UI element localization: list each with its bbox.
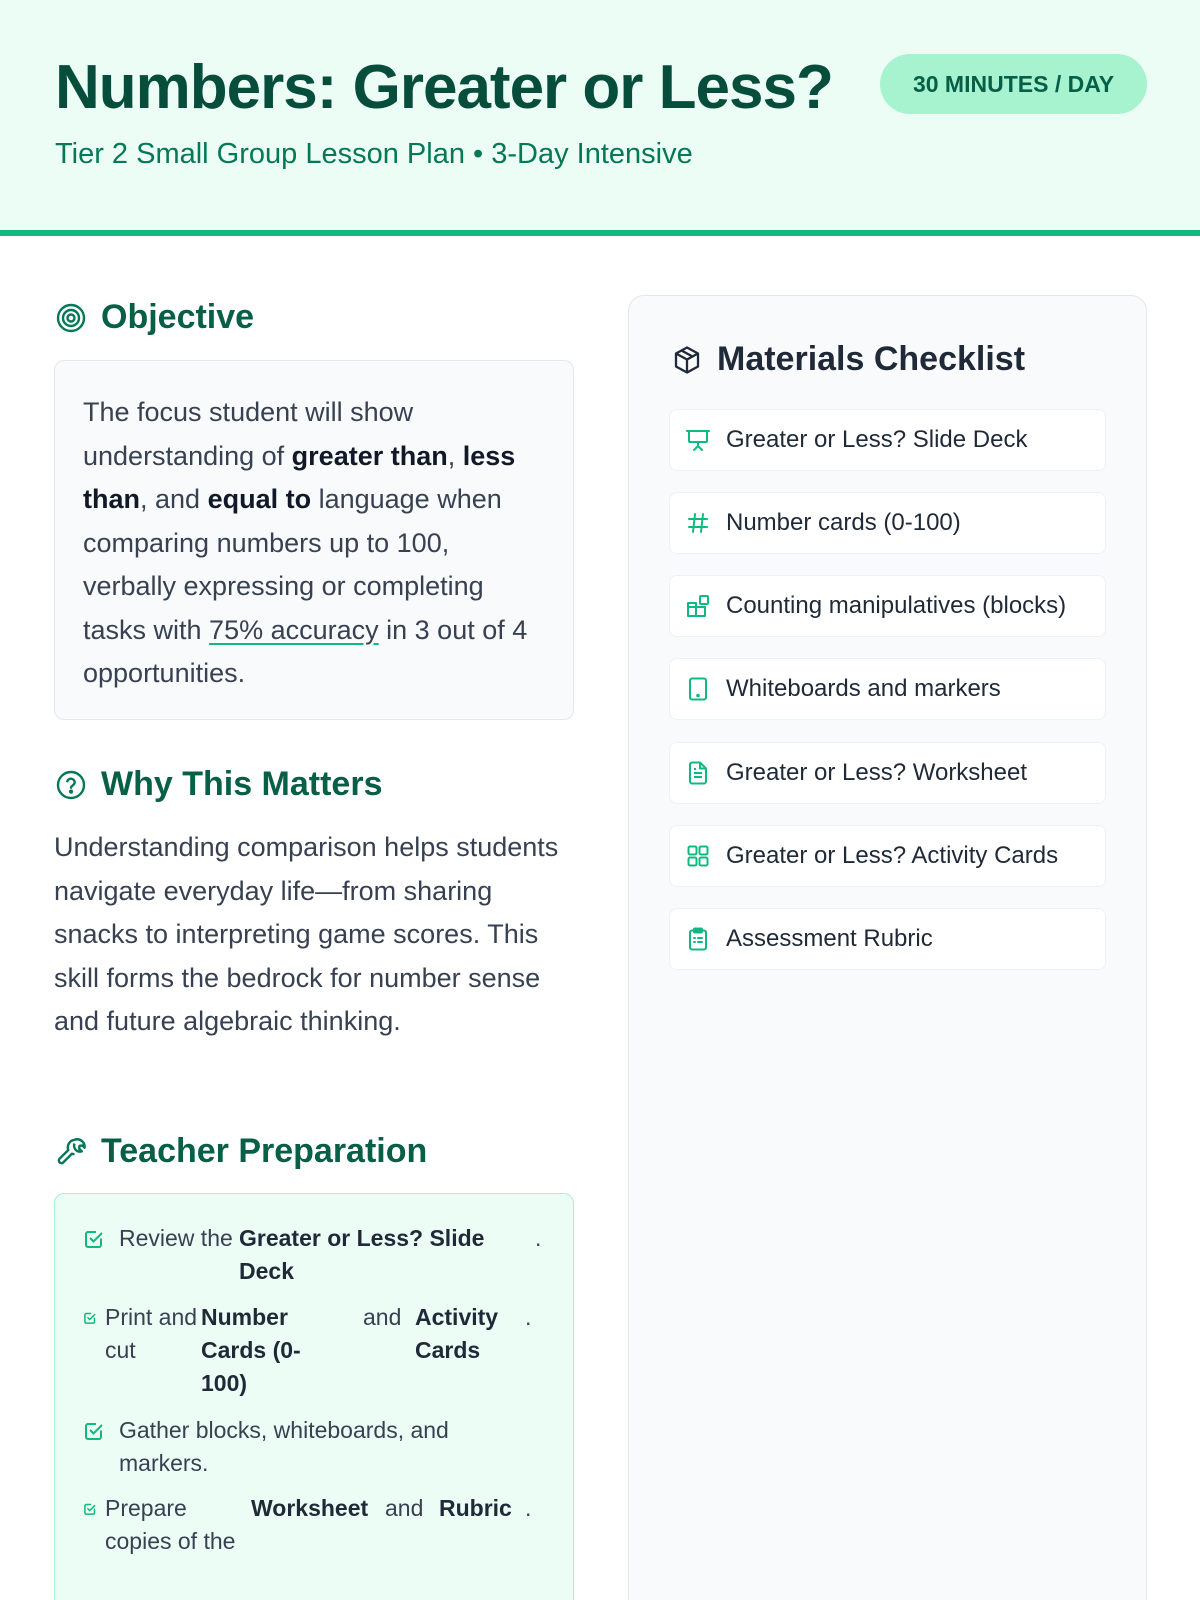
accuracy-target: 75% accuracy: [209, 614, 379, 645]
objective-title: Objective: [101, 298, 255, 336]
term-less-than: less than: [83, 440, 516, 514]
prep-bold: Activity Cards: [415, 1304, 499, 1363]
checkbox-icon[interactable]: [83, 1311, 97, 1400]
clipboard-icon: [684, 925, 712, 953]
prep-text: Print and cut: [105, 1304, 198, 1363]
prep-item: [83, 1414, 499, 1480]
prep-text: .: [525, 1495, 532, 1521]
prep-title: Teacher Preparation: [101, 1132, 428, 1170]
checkbox-icon[interactable]: [83, 1502, 97, 1558]
material-label: Counting manipulatives (blocks): [726, 592, 1067, 619]
wrench-icon: [55, 1136, 87, 1168]
page-subtitle: Tier 2 Small Group Lesson Plan • 3-Day Intensive: [55, 138, 693, 170]
material-label: Greater or Less? Activity Cards: [726, 842, 1059, 869]
material-label: Greater or Less? Slide Deck: [726, 426, 1028, 453]
shapes-icon: [684, 592, 712, 620]
material-label: Number cards (0-100): [726, 509, 961, 536]
prep-item: [83, 1222, 545, 1288]
material-label: Assessment Rubric: [726, 925, 933, 952]
prep-text: .: [535, 1225, 542, 1251]
objective-box: [54, 360, 574, 720]
material-label: Greater or Less? Worksheet: [726, 759, 1028, 786]
prep-item: [83, 1301, 535, 1400]
material-item[interactable]: [669, 492, 1106, 554]
document-icon: [684, 759, 712, 787]
prep-text: and: [363, 1304, 402, 1330]
presentation-icon: [684, 426, 712, 454]
hash-icon: [684, 509, 712, 537]
materials-panel: [628, 295, 1147, 1600]
material-label: Whiteboards and markers: [726, 675, 1001, 702]
prep-text: Gather blocks, whiteboards, and markers.: [119, 1417, 449, 1476]
materials-title: Materials Checklist: [717, 340, 1026, 378]
prep-heading: [55, 1132, 427, 1171]
prep-bold: Rubric: [439, 1495, 512, 1521]
duration-badge: 30 MINUTES / DAY: [880, 54, 1147, 114]
material-item[interactable]: [669, 575, 1106, 637]
page-title: Numbers: Greater or Less?: [55, 53, 833, 122]
term-equal-to: equal to: [207, 484, 312, 514]
materials-heading: [671, 340, 1025, 379]
objective-heading: [55, 298, 254, 337]
material-item[interactable]: [669, 908, 1106, 970]
objective-text: , and: [140, 484, 208, 514]
header: [0, 0, 1200, 236]
tablet-icon: [684, 675, 712, 703]
material-item[interactable]: [669, 742, 1106, 804]
objective-text: ,: [447, 440, 463, 471]
package-icon: [671, 344, 703, 376]
term-greater-than: greater than: [291, 440, 448, 471]
why-text: Understanding comparison helps students navigate everyday life—from sharing snacks to interpreting game scores. This skill forms the bedrock for number sense and future algebraic thinking.: [54, 832, 559, 1036]
grid-icon: [684, 842, 712, 870]
prep-bold: Worksheet: [251, 1495, 369, 1521]
question-icon: [55, 769, 87, 801]
why-title: Why This Matters: [101, 765, 383, 803]
prep-text: Prepare copies of the: [105, 1495, 236, 1554]
prep-text: Review the: [119, 1225, 233, 1251]
material-item[interactable]: [669, 825, 1106, 887]
why-heading: [55, 765, 382, 804]
prep-item: [83, 1492, 535, 1558]
checkbox-icon[interactable]: [83, 1228, 105, 1288]
objective-text: language when comparing numbers up to 100, verbally expressing or completing tasks with: [83, 484, 502, 645]
prep-text: and: [385, 1495, 424, 1521]
prep-text: .: [525, 1304, 532, 1330]
prep-bold: Number Cards (0-100): [201, 1304, 301, 1396]
material-item[interactable]: [669, 658, 1106, 720]
prep-bold: Greater or Less? Slide Deck: [239, 1225, 485, 1284]
objective-text: The focus student will show understanding of: [83, 397, 414, 471]
prep-box: [54, 1193, 574, 1600]
material-item[interactable]: [669, 409, 1106, 471]
checkbox-icon[interactable]: [83, 1420, 105, 1480]
objective-text: in 3 out of 4 opportunities.: [83, 614, 528, 688]
target-icon: [55, 302, 87, 334]
